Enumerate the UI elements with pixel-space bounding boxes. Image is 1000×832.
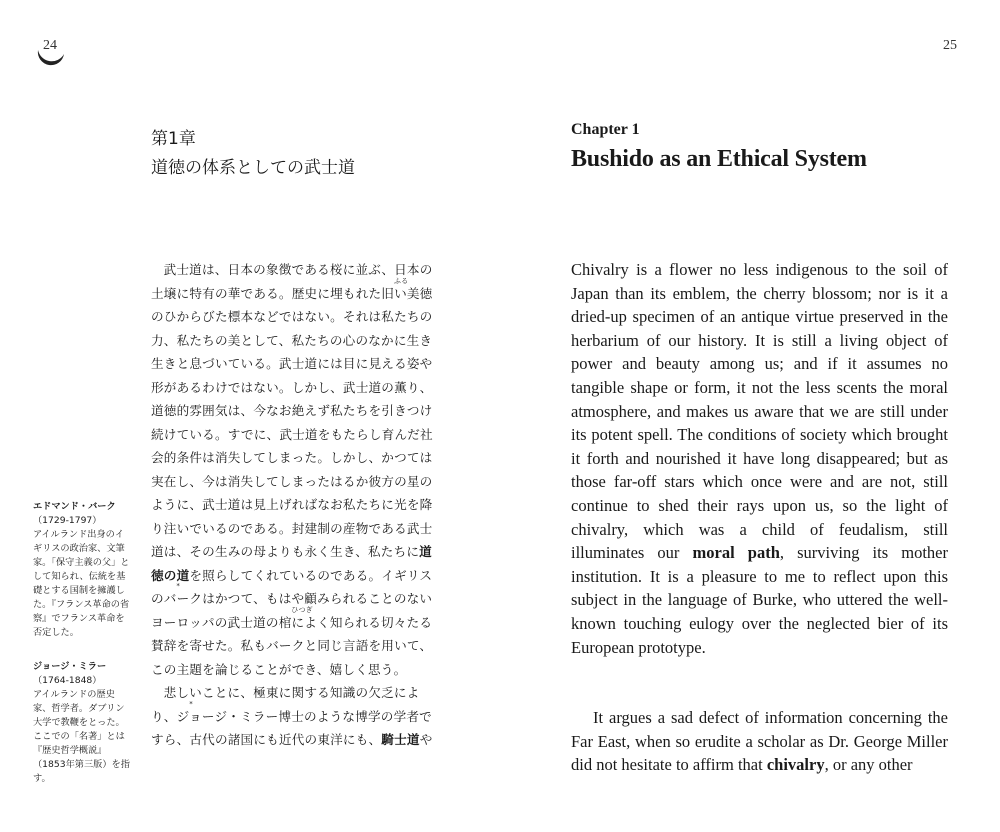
side-note-miller — [33, 660, 133, 786]
note-years: （1764-1848） — [33, 675, 102, 686]
en-p2-text: , or any other — [824, 755, 913, 775]
note-description: アイルランドの歴史家、哲学者。ダブリン大学で教鞭をとった。ここでの「名著」とは『歴史哲学概説』（1853年第三版）を指す。 — [33, 689, 130, 784]
jp-p2-text: 悲しいことに、極東に関する知識の欠乏により、 — [151, 685, 420, 724]
note-name: エドマンド・バーク — [33, 501, 116, 512]
jp-miller-note-mark — [177, 709, 279, 724]
en-p1-text: Chivalry is a flower no less indigenous to the soil of Japan than its emblem, the cherry blossom; nor is it a dried-up specimen of an antique virtue preserved in the herbarium of our history. It is still a living object of power and beauty among us; and if it assumes no tangible shape or form, it not the less scents the moral atmosphere, and makes us aware that we are still under its potent spell. The conditions of society which brought it forth and nourished it have long disappeared; but as those far-off stars which once were and are not, still continue to shed their rays upon us, so the light of chivalry, which was a child of feudalism, still illuminates our — [571, 260, 948, 563]
en-chapter-heading: Chapter 1 — [571, 121, 640, 138]
en-p1-text: , surviving its mother institution. It is a pleasure to me to reflect upon this subject in the language of Burke, who uttered the well-known touching eulogy over the neglected bier of its European prototype. — [571, 543, 948, 657]
side-note-burke — [33, 500, 133, 640]
jp-ruby-furu — [381, 286, 394, 301]
jp-p1-text: 武士道は、日本の象徴である桜に並ぶ、日本の土壌に特有の華である。歴史に埋もれた — [151, 262, 433, 301]
jp-paragraph-2 — [151, 681, 436, 752]
en-paragraph-2 — [571, 706, 948, 777]
jp-burke-note-mark — [164, 591, 202, 606]
note-name: ジョージ・ミラー — [33, 661, 107, 672]
note-description: アイルランド出身のイギリスの政治家、文筆家。「保守主義の父」として知られ、伝統を基礎とする国制を擁護した。『フランス革命の省察』でフランス革命を否定した。 — [33, 529, 130, 638]
jp-ruby-base: 棺 — [278, 614, 292, 630]
jp-chapter-title: 道徳の体系としての武士道 — [151, 158, 355, 178]
page-number-right — [930, 32, 970, 72]
jp-miller-name: ジョージ・ミラー — [176, 708, 279, 724]
jp-p2-text: 博士のような博学の学者ですら、古代の諸国にも近代の東洋にも、 — [151, 708, 432, 747]
jp-p1-text: い美徳のひからびた標本などではない。それは私たちの力、私たちの美として、私たちの心のなかに生き生きと息づいている。武士道には目に見える姿や形があるわけではない。しかし、武士道の薫り、道徳的雰囲気は、今なお絶えず私たちを引きつけ続けている。すでに、武士道をもたらし育んだ社会的条件は消失してしまった。しかし、かつては実在し、今は消失してしまったはるか彼方の星のように、武士道は見上げればなお私たちに光を降り注いでいるのである。封建制の産物である武士道は、その生みの母よりも永く生き、私たちに — [151, 285, 433, 559]
jp-bold-moral-path: 道徳の道 — [151, 544, 432, 583]
page-number-right-text: 25 — [943, 38, 957, 53]
jp-chapter-heading: 第1章 — [151, 129, 196, 149]
en-bold-moral-path: moral path — [692, 543, 780, 563]
en-paragraph-1 — [571, 258, 948, 659]
jp-p2-text: や — [419, 732, 433, 747]
jp-p1-text: を照らしてくれているのである。イギリスの — [151, 567, 433, 606]
jp-p1-text: はかつて、もはや顧みられることのないヨーロッパの武士道の — [151, 591, 433, 630]
en-body-text — [571, 258, 948, 777]
note-years: （1729-1797） — [33, 515, 102, 526]
en-bold-chivalry: chivalry — [766, 755, 825, 775]
jp-paragraph-1 — [151, 258, 436, 681]
en-chapter-title: Bushido as an Ethical System — [571, 146, 867, 172]
jp-p1-text: によく知られる切々たる賛辞を寄せた。私もバークと同じ言語を用いて、この主題を論じることができ、嬉しく思う。 — [151, 614, 433, 677]
page-number-left-text: 24 — [43, 38, 57, 53]
page-number-left — [30, 32, 70, 72]
jp-ruby-base: 旧 — [381, 285, 395, 301]
en-p2-text: It argues a sad defect of information concerning the Far East, when so erudite a scholar as Dr. George Miller did not hesitate to affirm that — [571, 708, 948, 775]
jp-bold-chivalry: 騎士道 — [381, 732, 420, 747]
jp-burke-name: バーク — [163, 591, 203, 606]
jp-ruby-hitsugi — [279, 615, 292, 630]
jp-body-text — [151, 258, 436, 752]
